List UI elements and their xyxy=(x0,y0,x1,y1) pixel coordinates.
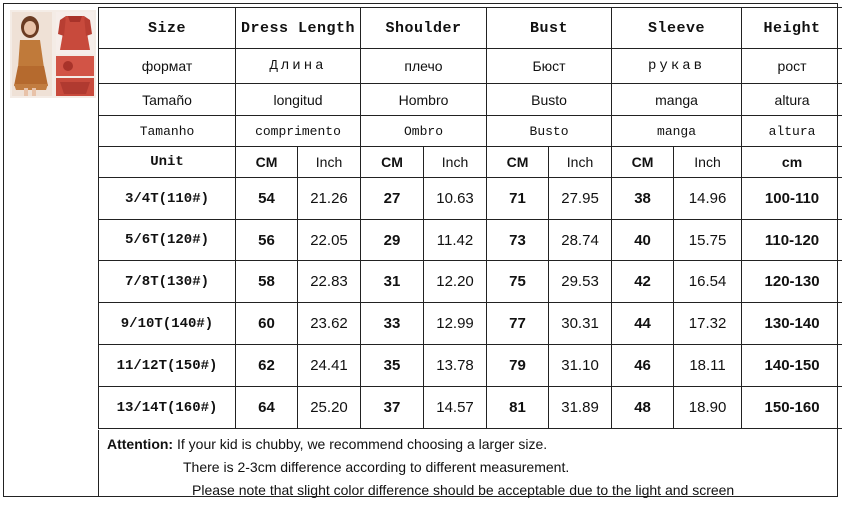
row-length-in: 24.41 xyxy=(298,345,361,387)
unit-cm: CM xyxy=(487,147,549,178)
product-thumbnail xyxy=(10,10,96,98)
row-length-cm: 58 xyxy=(236,261,298,303)
row-shoulder-cm: 33 xyxy=(361,303,424,345)
row-length-in: 22.83 xyxy=(298,261,361,303)
table-row xyxy=(99,345,842,387)
row-size: 13/14T(160#) xyxy=(99,387,236,429)
unit-inch: Inch xyxy=(674,147,742,178)
row-sleeve-in: 14.96 xyxy=(674,178,742,220)
row-shoulder-in: 12.99 xyxy=(424,303,487,345)
row-bust-cm: 75 xyxy=(487,261,549,303)
row-sleeve-cm: 42 xyxy=(612,261,674,303)
row-length-in: 25.20 xyxy=(298,387,361,429)
row-shoulder-cm: 29 xyxy=(361,220,424,261)
russian-size: формат xyxy=(99,49,236,84)
russian-dress-length: Длина xyxy=(236,49,361,84)
row-shoulder-cm: 37 xyxy=(361,387,424,429)
row-size: 3/4T(110#) xyxy=(99,178,236,220)
row-sleeve-cm: 40 xyxy=(612,220,674,261)
color-note: Please note that slight color difference should be acceptable due to the light and screen xyxy=(192,482,735,498)
row-sleeve-cm: 46 xyxy=(612,345,674,387)
russian-row xyxy=(99,49,842,84)
row-shoulder-in: 10.63 xyxy=(424,178,487,220)
header-bust: Bust xyxy=(487,8,612,49)
unit-label: Unit xyxy=(99,147,236,178)
row-sleeve-cm: 38 xyxy=(612,178,674,220)
row-height: 110-120 xyxy=(742,220,842,261)
unit-cm: CM xyxy=(236,147,298,178)
unit-inch: Inch xyxy=(298,147,361,178)
russian-sleeve: рукав xyxy=(612,49,742,84)
row-shoulder-cm: 27 xyxy=(361,178,424,220)
portuguese-height: altura xyxy=(742,116,842,147)
spanish-dress-length: longitud xyxy=(236,84,361,116)
row-bust-in: 28.74 xyxy=(549,220,612,261)
row-length-cm: 64 xyxy=(236,387,298,429)
row-shoulder-in: 12.20 xyxy=(424,261,487,303)
unit-height-cm: cm xyxy=(742,147,842,178)
table-row xyxy=(99,387,842,429)
russian-bust: Бюст xyxy=(487,49,612,84)
row-bust-cm: 71 xyxy=(487,178,549,220)
header-sleeve: Sleeve xyxy=(612,8,742,49)
row-sleeve-cm: 48 xyxy=(612,387,674,429)
row-length-cm: 60 xyxy=(236,303,298,345)
row-length-in: 21.26 xyxy=(298,178,361,220)
spanish-bust: Busto xyxy=(487,84,612,116)
row-size: 11/12T(150#) xyxy=(99,345,236,387)
portuguese-size: Tamanho xyxy=(99,116,236,147)
difference-note: There is 2-3cm difference according to different measurement. xyxy=(183,459,570,475)
row-sleeve-in: 17.32 xyxy=(674,303,742,345)
spanish-size: Tamaño xyxy=(99,84,236,116)
table-row xyxy=(99,303,842,345)
notes-section xyxy=(98,430,838,496)
notes-text xyxy=(99,430,838,502)
row-height: 150-160 xyxy=(742,387,842,429)
row-shoulder-cm: 31 xyxy=(361,261,424,303)
spanish-row xyxy=(99,84,842,116)
row-shoulder-in: 11.42 xyxy=(424,220,487,261)
header-size: Size xyxy=(99,8,236,49)
row-size: 7/8T(130#) xyxy=(99,261,236,303)
attention-text: If your kid is chubby, we recommend choosing a larger size. xyxy=(173,436,548,452)
table-row xyxy=(99,220,842,261)
row-size: 5/6T(120#) xyxy=(99,220,236,261)
row-shoulder-cm: 35 xyxy=(361,345,424,387)
row-bust-cm: 77 xyxy=(487,303,549,345)
measurement-table xyxy=(98,7,842,429)
header-height: Height xyxy=(742,8,842,49)
row-bust-cm: 81 xyxy=(487,387,549,429)
portuguese-shoulder: Ombro xyxy=(361,116,487,147)
row-height: 130-140 xyxy=(742,303,842,345)
row-length-in: 22.05 xyxy=(298,220,361,261)
unit-cm: CM xyxy=(612,147,674,178)
row-bust-in: 30.31 xyxy=(549,303,612,345)
row-bust-in: 31.89 xyxy=(549,387,612,429)
unit-cm: CM xyxy=(361,147,424,178)
row-bust-cm: 73 xyxy=(487,220,549,261)
row-bust-in: 29.53 xyxy=(549,261,612,303)
row-height: 120-130 xyxy=(742,261,842,303)
row-sleeve-in: 15.75 xyxy=(674,220,742,261)
row-sleeve-in: 18.11 xyxy=(674,345,742,387)
unit-inch: Inch xyxy=(549,147,612,178)
russian-shoulder: плечо xyxy=(361,49,487,84)
portuguese-sleeve: manga xyxy=(612,116,742,147)
portuguese-dress-length: comprimento xyxy=(236,116,361,147)
header-dress-length: Dress Length xyxy=(236,8,361,49)
unit-inch: Inch xyxy=(424,147,487,178)
russian-height: рост xyxy=(742,49,842,84)
row-length-cm: 54 xyxy=(236,178,298,220)
row-height: 140-150 xyxy=(742,345,842,387)
spanish-shoulder: Hombro xyxy=(361,84,487,116)
attention-label: Attention: xyxy=(107,436,174,452)
attention-line xyxy=(107,433,838,456)
header-shoulder: Shoulder xyxy=(361,8,487,49)
header-row xyxy=(99,8,842,49)
portuguese-row xyxy=(99,116,842,147)
row-height: 100-110 xyxy=(742,178,842,220)
spanish-sleeve: manga xyxy=(612,84,742,116)
unit-row xyxy=(99,147,842,178)
dress-photo-image xyxy=(10,10,96,98)
row-length-cm: 56 xyxy=(236,220,298,261)
portuguese-bust: Busto xyxy=(487,116,612,147)
row-sleeve-in: 18.90 xyxy=(674,387,742,429)
row-length-in: 23.62 xyxy=(298,303,361,345)
row-length-cm: 62 xyxy=(236,345,298,387)
row-shoulder-in: 14.57 xyxy=(424,387,487,429)
size-chart xyxy=(3,3,838,497)
row-bust-cm: 79 xyxy=(487,345,549,387)
table-row xyxy=(99,261,842,303)
row-sleeve-cm: 44 xyxy=(612,303,674,345)
row-shoulder-in: 13.78 xyxy=(424,345,487,387)
row-bust-in: 31.10 xyxy=(549,345,612,387)
row-size: 9/10T(140#) xyxy=(99,303,236,345)
table-row xyxy=(99,178,842,220)
row-sleeve-in: 16.54 xyxy=(674,261,742,303)
spanish-height: altura xyxy=(742,84,842,116)
row-bust-in: 27.95 xyxy=(549,178,612,220)
